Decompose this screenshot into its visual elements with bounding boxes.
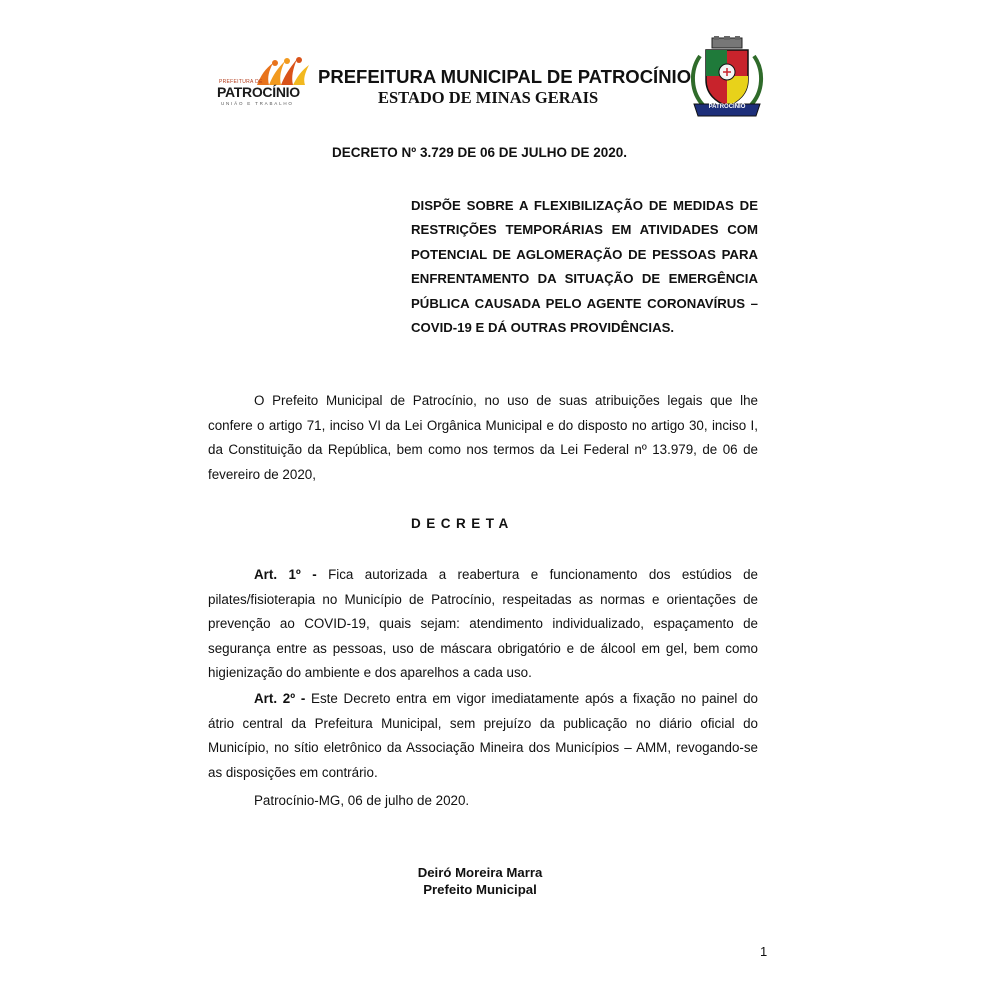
article-1-text: Fica autorizada a reabertura e funcionamento dos estúdios de pilates/fisioterapia no Município de Patrocínio, respeitadas as normas e orientações de prevenção ao COVID-19, quais sejam: atendimento individualizado, espaçamento de segurança entre as pessoas, uso de máscara obrigatório e de álcool em gel, bem como higienização do ambiente e dos aparelhos a cada uso. bbox=[208, 567, 758, 681]
patrocinio-logo bbox=[215, 57, 305, 105]
preamble-paragraph: O Prefeito Municipal de Patrocínio, no uso de suas atribuições legais que lhe confere o artigo 71, inciso VI da Lei Orgânica Municipal e do disposto no artigo 30, inciso I, da Constituição da República, bem como nos termos da Lei Federal nº 13.979, de 06 de fevereiro de 2020, bbox=[208, 393, 758, 482]
decree-title: DECRETO Nº 3.729 DE 06 DE JULHO DE 2020. bbox=[332, 145, 628, 160]
signatory-name: Deiró Moreira Marra bbox=[417, 865, 543, 880]
crest-ribbon-text: PATROCÍNIO bbox=[708, 104, 746, 110]
page-number: 1 bbox=[760, 944, 768, 959]
article-1 bbox=[208, 563, 758, 686]
decree-summary: DISPÕE SOBRE A FLEXIBILIZAÇÃO DE MEDIDAS DE RESTRIÇÕES TEMPORÁRIAS EM ATIVIDADES COM POTENCIAL DE AGLOMERAÇÃO DE PESSOAS PARA ENFRENTAMENTO DA SITUAÇÃO DE EMERGÊNCIA PÚBLICA CAUSADA PELO AGENTE CORONAVÍRUS – COVID-19 E DÁ OUTRAS PROVIDÊNCIAS. bbox=[411, 198, 758, 336]
signatory-role: Prefeito Municipal bbox=[423, 882, 537, 897]
municipal-crest bbox=[684, 36, 770, 122]
decreta-heading: DECRETA bbox=[411, 516, 514, 531]
header-subtitle: ESTADO DE MINAS GERAIS bbox=[378, 88, 599, 107]
logo-tagline: UNIÃO E TRABALHO bbox=[221, 101, 294, 106]
logo-small-text: PREFEITURA DE bbox=[219, 79, 263, 85]
header-title: PREFEITURA MUNICIPAL DE PATROCÍNIO bbox=[318, 66, 692, 87]
place-and-date: Patrocínio-MG, 06 de julho de 2020. bbox=[254, 793, 470, 808]
article-2-text: Este Decreto entra em vigor imediatamente após a fixação no painel do átrio central da Prefeitura Municipal, sem prejuízo da publicação no diário oficial do Município, no sítio eletrônico da Associação Mineira dos Municípios – AMM, revogando-se as disposições em contrário. bbox=[208, 691, 758, 780]
article-2 bbox=[208, 687, 758, 785]
article-1-label: Art. 1º - bbox=[254, 567, 317, 582]
logo-name: PATROCÍNIO bbox=[217, 84, 300, 100]
article-2-label: Art. 2º - bbox=[254, 691, 306, 706]
